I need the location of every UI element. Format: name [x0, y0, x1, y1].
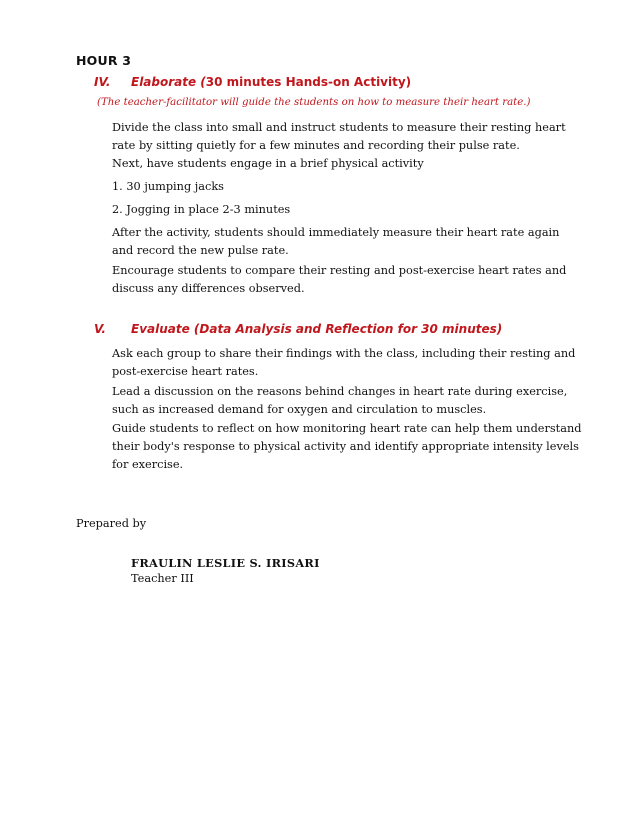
section-iv-paragraph: Next, have students engage in a brief physical activity [112, 157, 424, 170]
signer-name: FRAULIN LESLIE S. IRISARI [131, 556, 320, 570]
section-iv-title [131, 75, 411, 89]
section-iv-list-item: 1. 30 jumping jacks [112, 180, 224, 193]
section-iv-title-italic: Elaborate ( [131, 75, 206, 89]
section-iv-paragraph: After the activity, students should immediately measure their heart rate again and record the new pulse rate. [112, 226, 560, 257]
section-v-paragraph: Lead a discussion on the reasons behind changes in heart rate during exercise, such as increased demand for oxygen and circulation to muscles. [112, 385, 568, 416]
section-v-paragraph: Ask each group to share their findings with the class, including their resting and post-exercise heart rates. [112, 347, 576, 378]
section-v-title-text: Evaluate (Data Analysis and Reflection for 30 minutes) [131, 322, 503, 336]
signer-title: Teacher III [131, 572, 194, 585]
section-iv-title-rest: 30 minutes Hands-on Activity) [205, 75, 412, 89]
section-v-paragraph: Guide students to reflect on how monitoring heart rate can help them understand their body's response to physical activity and identify appropriate intensity levels for exercise. [112, 422, 582, 471]
section-iv-paragraph: Encourage students to compare their resting and post-exercise heart rates and discuss any differences observed. [112, 264, 567, 295]
hour-title: HOUR 3 [76, 53, 132, 68]
section-iv-note: (The teacher-facilitator will guide the students on how to measure their heart rate.) [97, 97, 531, 108]
prepared-by-label: Prepared by [76, 517, 147, 530]
section-iv-numeral: IV. [94, 75, 111, 89]
section-iv-paragraph: Divide the class into small and instruct students to measure their resting heart rate by sitting quietly for a few minutes and recording their pulse rate. [112, 121, 566, 152]
section-v-numeral: V. [94, 322, 106, 336]
section-v-title [131, 322, 502, 336]
section-iv-list-item: 2. Jogging in place 2-3 minutes [112, 203, 291, 216]
